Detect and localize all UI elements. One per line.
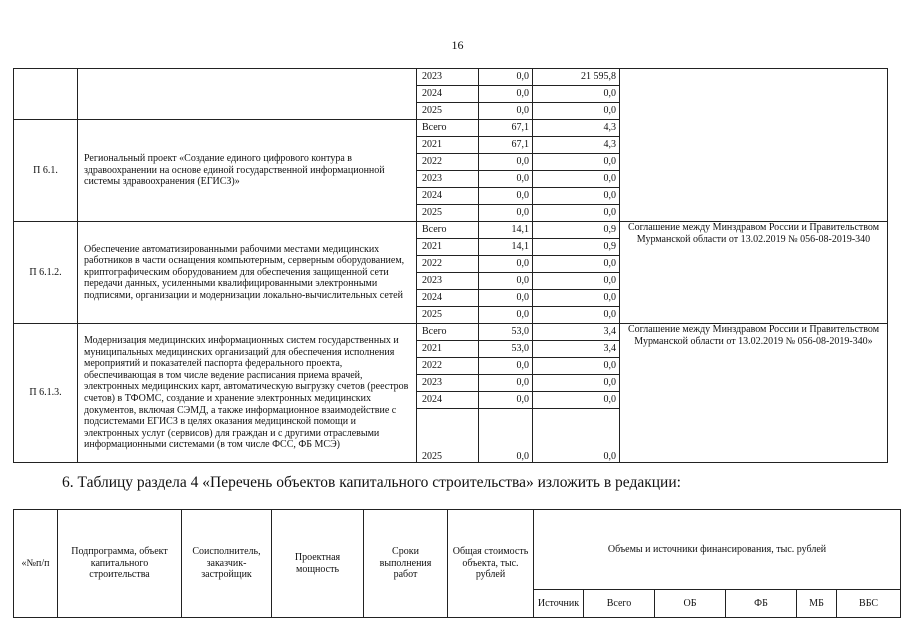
year-cell: 2021 [417, 341, 479, 358]
header-number: «№п/п [14, 510, 58, 618]
note-cell-top [620, 69, 888, 222]
agreement-note: Соглашение между Минздравом России и Правительством Мурманской области от 13.02.2019 № 056-08-2019-340 [620, 222, 888, 324]
subheader-vbs: ВБС [837, 590, 901, 618]
top-description-cell [78, 69, 417, 120]
item-code: П 6.1.3. [14, 324, 78, 463]
header-financing: Объемы и источники финансирования, тыс. рублей [534, 510, 901, 590]
year-cell: 2023 [417, 171, 479, 188]
value-cell: 0,0 [479, 86, 533, 103]
subheader-fb: ФБ [726, 590, 797, 618]
value-cell: 0,0 [533, 307, 620, 324]
value-cell: 4,3 [533, 137, 620, 154]
value-cell: 3,4 [533, 324, 620, 341]
value-cell: 0,0 [479, 171, 533, 188]
subheader-total: Всего [584, 590, 655, 618]
year-cell: 2021 [417, 137, 479, 154]
value-cell: 0,0 [533, 103, 620, 120]
item-description: Обеспечение автоматизированными рабочими местами медицинских работников в части оснащения компьютерным, серверным оборудованием, криптографическим оборудованием для обеспечения защищенной сети передачи данных, усиленными квалифицированными электронными подписями, организации и модернизации локально-вычислительных сетей [78, 222, 417, 324]
item-code: П 6.1.2. [14, 222, 78, 324]
item-description: Модернизация медицинских информационных систем государственных и муниципальных медицинских организаций для обеспечения исполнения мероприятий и показателей паспорта федерального проекта, обеспечивающая в том числе ведение расписания приема врачей, электронных медицинских карт, автоматическую выгрузку счетов (реестров счетов) в ТФОМС, создание и хранение электронных медицинских документов, включая СЭМД, а также информационное взаимодействие с подсистемами ЕГИСЗ в целях оказания медицинской помощи и электронных услуг (сервисов) для граждан и с другими отраслевыми информационными системами (в том числе ФСС, ФБ МСЭ) [78, 324, 417, 463]
header-subprogram: Подпрограмма, объект капитального строительства [58, 510, 182, 618]
value-cell: 0,0 [479, 256, 533, 273]
value-cell: 0,0 [479, 392, 533, 409]
year-cell: 2024 [417, 290, 479, 307]
value-cell: 67,1 [479, 137, 533, 154]
year-cell: 2022 [417, 358, 479, 375]
year-cell: 2022 [417, 256, 479, 273]
year-cell: 2025 [417, 103, 479, 120]
value-cell: 0,0 [479, 69, 533, 86]
header-cost: Общая стоимость объекта, тыс. рублей [448, 510, 534, 618]
value-cell: 4,3 [533, 120, 620, 137]
header-capacity: Проектная мощность [272, 510, 364, 618]
value-cell: 0,0 [533, 171, 620, 188]
subheader-source: Источник [534, 590, 584, 618]
value-cell: 0,0 [533, 273, 620, 290]
year-cell: Всего [417, 324, 479, 341]
year-cell: 2025 [417, 205, 479, 222]
value-cell: 0,0 [479, 273, 533, 290]
value-cell: 0,0 [533, 290, 620, 307]
subheader-ob: ОБ [655, 590, 726, 618]
page-number: 16 [451, 38, 464, 52]
year-cell: 2024 [417, 86, 479, 103]
header-executor: Соисполнитель, заказчик-застройщик [182, 510, 272, 618]
value-cell: 0,0 [479, 188, 533, 205]
value-cell: 0,9 [533, 222, 620, 239]
value-cell: 3,4 [533, 341, 620, 358]
item-code: П 6.1. [14, 120, 78, 222]
year-cell: 2023 [417, 375, 479, 392]
year-cell: 2024 [417, 392, 479, 409]
value-cell: 14,1 [479, 222, 533, 239]
value-cell: 0,0 [479, 103, 533, 120]
year-cell: 2025 [417, 307, 479, 324]
value-cell: 0,0 [533, 392, 620, 409]
header-terms: Сроки выполнения работ [364, 510, 448, 618]
value-cell: 0,0 [479, 154, 533, 171]
year-cell: 2022 [417, 154, 479, 171]
value-cell: 0,0 [533, 375, 620, 392]
value-cell: 0,0 [533, 205, 620, 222]
value-cell: 0,0 [533, 256, 620, 273]
year-cell: Всего [417, 120, 479, 137]
value-cell: 67,1 [479, 120, 533, 137]
value-cell: 0,0 [533, 154, 620, 171]
value-cell: 0,0 [479, 375, 533, 392]
year-cell: 2023 [417, 273, 479, 290]
year-cell: 2025 [417, 409, 479, 463]
value-cell: 0,0 [533, 86, 620, 103]
value-cell: 0,0 [479, 409, 533, 463]
value-cell: 21 595,8 [533, 69, 620, 86]
value-cell: 0,0 [533, 409, 620, 463]
year-cell: 2024 [417, 188, 479, 205]
value-cell: 0,0 [479, 358, 533, 375]
top-code-cell [14, 69, 78, 120]
value-cell: 0,0 [533, 358, 620, 375]
capital-construction-table [13, 509, 901, 618]
value-cell: 0,9 [533, 239, 620, 256]
financing-table [13, 68, 888, 463]
agreement-note: Соглашение между Минздравом России и Правительством Мурманской области от 13.02.2019 № 056-08-2019-340» [620, 324, 888, 463]
item-description: Региональный проект «Создание единого цифрового контура в здравоохранении на основе единой государственной информационной системы здравоохранения (ЕГИСЗ)» [78, 120, 417, 222]
year-cell: 2023 [417, 69, 479, 86]
value-cell: 0,0 [479, 290, 533, 307]
value-cell: 0,0 [479, 205, 533, 222]
year-cell: 2021 [417, 239, 479, 256]
section-instruction: 6. Таблицу раздела 4 «Перечень объектов капитального строительства» изложить в редакции: [62, 474, 681, 491]
value-cell: 53,0 [479, 324, 533, 341]
value-cell: 53,0 [479, 341, 533, 358]
value-cell: 0,0 [479, 307, 533, 324]
year-cell: Всего [417, 222, 479, 239]
value-cell: 0,0 [533, 188, 620, 205]
value-cell: 14,1 [479, 239, 533, 256]
subheader-mb: МБ [797, 590, 837, 618]
